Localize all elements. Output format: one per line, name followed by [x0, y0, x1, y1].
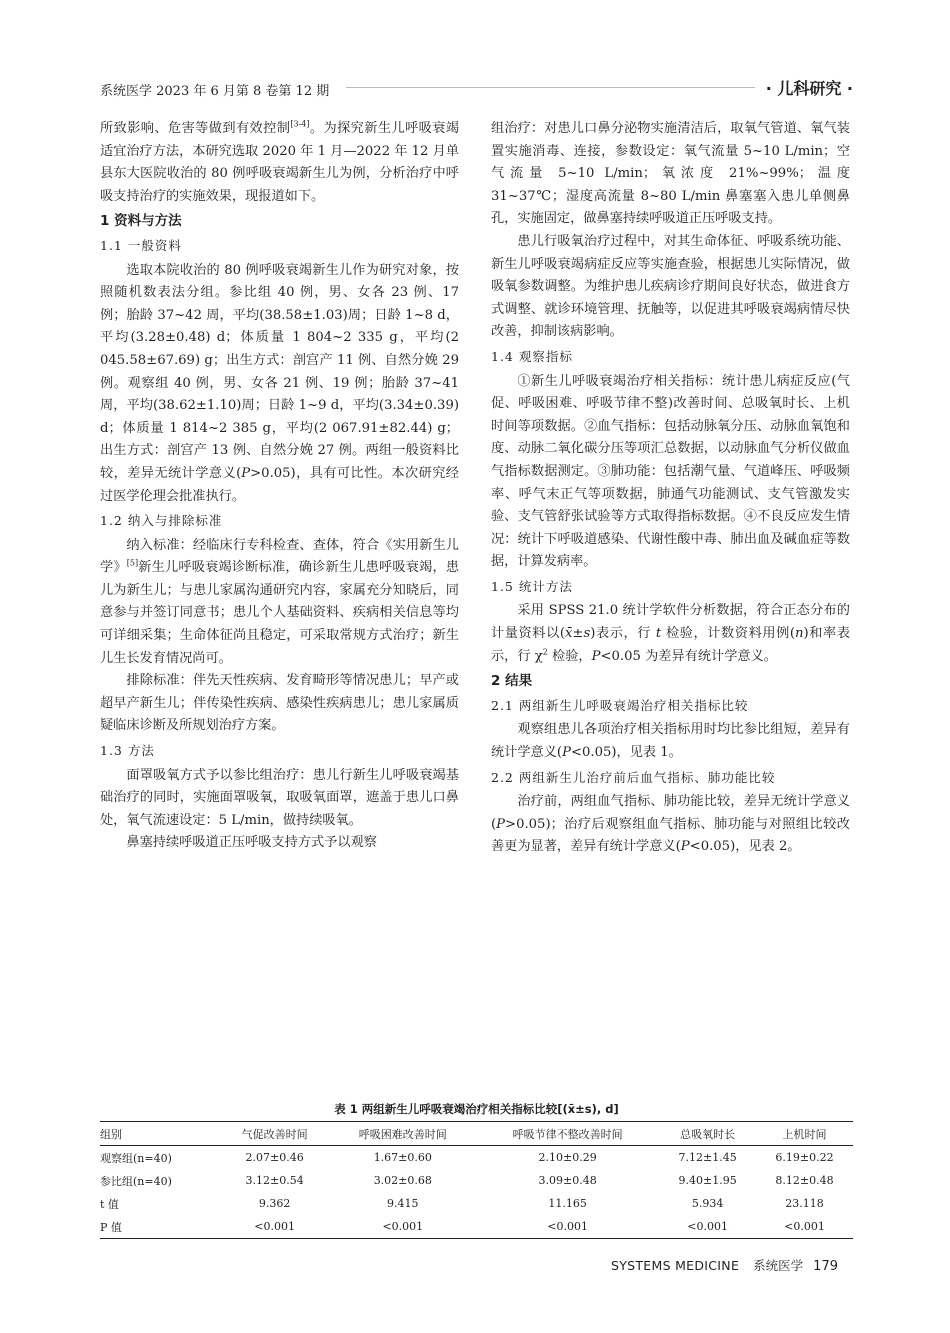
subsection-heading: 2.1 两组新生儿呼吸衰竭治疗相关指标比较 — [491, 697, 749, 713]
citation[interactable]: [5] — [126, 558, 139, 568]
table-caption: 表 1 两组新生儿呼吸衰竭治疗相关指标比较[(x̄±s), d] — [334, 1102, 619, 1116]
table-cell: 6.19±0.22 — [775, 1151, 834, 1164]
subsection-heading: 1.2 纳入与排除标准 — [100, 513, 223, 529]
journal-chinese-name: 系统医学 — [753, 1258, 804, 1273]
table-cell: 9.362 — [258, 1197, 291, 1210]
table-row — [100, 1215, 853, 1239]
paragraph: 采用 SPSS 21.0 统计学软件分析数据，符合正态分布的计量资料以(x̄±s)表示，行 t 检验，计数资料用例(n)和率表示，行 $\chi^2$ 检验，P<0.05 为差异有统计学意义。 — [491, 603, 850, 664]
table-cell: 参比组(n=40) — [100, 1174, 172, 1188]
table-cell: t 值 — [100, 1197, 119, 1211]
table-cell: 3.02±0.68 — [373, 1174, 432, 1187]
paragraph: 治疗前，两组血气指标、肺功能比较，差异无统计学意义(P>0.05)；治疗后观察组血气指标、肺功能与对照组比较改善更为显著，差异有统计学意义(P<0.05)，见表 2。 — [491, 794, 850, 855]
column-header: 呼吸节律不整改善时间 — [476, 1122, 659, 1146]
table-cell: <0.001 — [659, 1215, 756, 1239]
table-cell: <0.001 — [330, 1215, 477, 1239]
table-cell: P 值 — [100, 1215, 220, 1239]
table-cell: 3.09±0.48 — [538, 1174, 597, 1187]
table-cell: <0.001 — [756, 1215, 853, 1239]
column-header: 气促改善时间 — [220, 1122, 330, 1146]
paragraph: 观察组患儿各项治疗相关指标用时均比参比组短，差异有统计学意义(P<0.05)，见表 1。 — [491, 722, 850, 761]
left-column — [100, 118, 459, 855]
results-table — [100, 1121, 853, 1239]
journal-english-name: SYSTEMS MEDICINE — [610, 1258, 740, 1273]
journal-issue: 系统医学 2023 年 6 月第 8 卷第 12 期 — [100, 84, 330, 99]
table-cell: <0.001 — [220, 1215, 330, 1239]
paragraph: 鼻塞持续呼吸道正压呼吸支持方式予以观察 — [126, 835, 377, 851]
table-cell: 11.165 — [548, 1197, 587, 1210]
paragraph: 面罩吸氧方式予以参比组治疗：患儿行新生儿呼吸衰竭基础治疗的同时，实施面罩吸氧，取吸氧面罩，遮盖于患儿口鼻处，氧气流速设定：5 L/min，做持续吸氧。 — [100, 767, 459, 828]
table-row — [100, 1146, 853, 1170]
table-header-row — [100, 1122, 853, 1146]
column-header: 上机时间 — [756, 1122, 853, 1146]
paragraph: 所致影响、危害等做到有效控制[3-4]。为探究新生儿呼吸衰竭适宜治疗方法，本研究选取 2020 年 1 月—2022 年 12 月单县东大医院收治的 80 例呼吸衰竭新生儿为例，分析治疗中呼吸支持治疗的实施效果，现报道如下。 — [100, 119, 460, 204]
subsection-heading: 1.1 一般资料 — [100, 237, 182, 253]
table-cell: 3.12±0.54 — [245, 1174, 304, 1187]
table-cell: 1.67±0.60 — [373, 1151, 432, 1164]
table-cell: 23.118 — [785, 1197, 824, 1210]
table-row — [100, 1169, 853, 1192]
table-cell: 9.40±1.95 — [678, 1174, 737, 1187]
table-row — [100, 1192, 853, 1215]
running-header — [100, 76, 853, 100]
table-cell: 5.934 — [691, 1197, 724, 1210]
paragraph: ①新生儿呼吸衰竭治疗相关指标：统计患儿病症反应(气促、呼吸困难、呼吸节律不整)改善时间、总吸氧时长、上机时间等项数据。②血气指标：包括动脉氧分压、动脉血氧饱和度、动脉二氧化碳分压等项汇总数据，以动脉血气分析仪做血气指标数据测定。③肺功能：包括潮气量、气道峰压、呼吸频率、呼气末正气等项数据，肺通气功能测试、支气管激发实验、支气管舒张试验等方式取得指标数据。④不良反应发生情况：统计下呼吸道感染、代谢性酸中毒、肺出血及碱血症等数据，计算发病率。 — [491, 373, 850, 570]
paragraph: 排除标准：伴先天性疾病、发育畸形等情况患儿；早产或超早产新生儿；伴传染性疾病、感染性疾病患儿；患儿家属质疑临床诊断及所规划治疗方案。 — [100, 673, 459, 734]
column-header: 组别 — [100, 1122, 220, 1146]
section-heading: 1 资料与方法 — [100, 213, 182, 230]
table-cell: 9.415 — [387, 1197, 419, 1210]
right-column — [491, 118, 850, 859]
section-heading: 2 结果 — [491, 673, 533, 690]
page-footer — [611, 1256, 838, 1274]
paragraph: 选取本院收治的 80 例呼吸衰竭新生儿作为研究对象，按照随机数表法分组。参比组 40 例，男、女各 23 例、17 例；胎龄 37~42 周，平均(38.58±1.03)周；日龄 1~8 d，平均(3.28±0.48) d；体质量 1 804~2 335 g，平均(2 045.58±67.69) g；出生方式：剖宫产 11 例、自然分娩 29 例。观察组 40 例，男、女各 21 例、19 例；胎龄 37~41 周，平均(38.62±1.10)周；日龄 1~9 d，平均(3.34±0.39) d；体质量 1 814~2 385 g，平均(2 067.91±82.44) g；出生方式：剖宫产 13 例、自然分娩 27 例。两组一般资料比较，差异无统计学意义(P>0.05)，具有可比性。本次研究经过医学伦理会批准执行。 — [100, 262, 459, 504]
table-cell: 2.07±0.46 — [245, 1151, 304, 1164]
table-cell: 观察组(n=40) — [100, 1151, 172, 1165]
column-header: 总吸氧时长 — [659, 1122, 756, 1146]
paragraph: 患儿行吸氧治疗过程中，对其生命体征、呼吸系统功能、新生儿呼吸衰竭病症反应等实施查验，根据患儿实际情况，做吸氧参数调整。为维护患儿疾病诊疗期间良好状态，做进食方式调整、就诊环境管理、抚触等，以促进其呼吸衰竭病情尽快改善，抑制该病影响。 — [491, 233, 850, 340]
table-cell: 2.10±0.29 — [538, 1151, 597, 1164]
page-number: 179 — [813, 1259, 838, 1274]
citation[interactable]: [3-4] — [290, 119, 310, 129]
subsection-heading: 1.3 方法 — [100, 743, 155, 759]
table-cell: 8.12±0.48 — [775, 1174, 834, 1187]
table-cell: 7.12±1.45 — [678, 1151, 737, 1164]
section-tag: · 儿科研究 · — [765, 79, 853, 98]
table-cell: <0.001 — [476, 1215, 659, 1239]
subsection-heading: 1.4 观察指标 — [491, 348, 573, 364]
subsection-heading: 1.5 统计方法 — [491, 578, 573, 594]
header-rule — [346, 87, 755, 88]
column-header: 呼吸困难改善时间 — [330, 1122, 477, 1146]
subsection-heading: 2.2 两组新生儿治疗前后血气指标、肺功能比较 — [491, 769, 776, 785]
paragraph: 组治疗：对患儿口鼻分泌物实施清洁后，取氧气管道、氧气装置实施消毒、连接，参数设定：氧气流量 5~10 L/min；空气流量 5~10 L/min；氧浓度 21%~99%；温度 31~37℃；湿度高流量 8~80 L/min 鼻塞塞入患儿单侧鼻孔，实施固定，做鼻塞持续呼吸道正压呼吸支持。 — [491, 121, 850, 227]
paragraph: 纳入标准：经临床行专科检查、查体，符合《实用新生儿学》[5]新生儿呼吸衰竭诊断标准，确诊新生儿患呼吸衰竭，患儿为新生儿；与患儿家属沟通研究内容，家属充分知晓后，同意参与并签订同意书；患儿个人基础资料、疾病相关信息等均可详细采集；生命体征尚且稳定，可采取常规方式治疗；新生儿生长发育情况尚可。 — [100, 537, 460, 666]
